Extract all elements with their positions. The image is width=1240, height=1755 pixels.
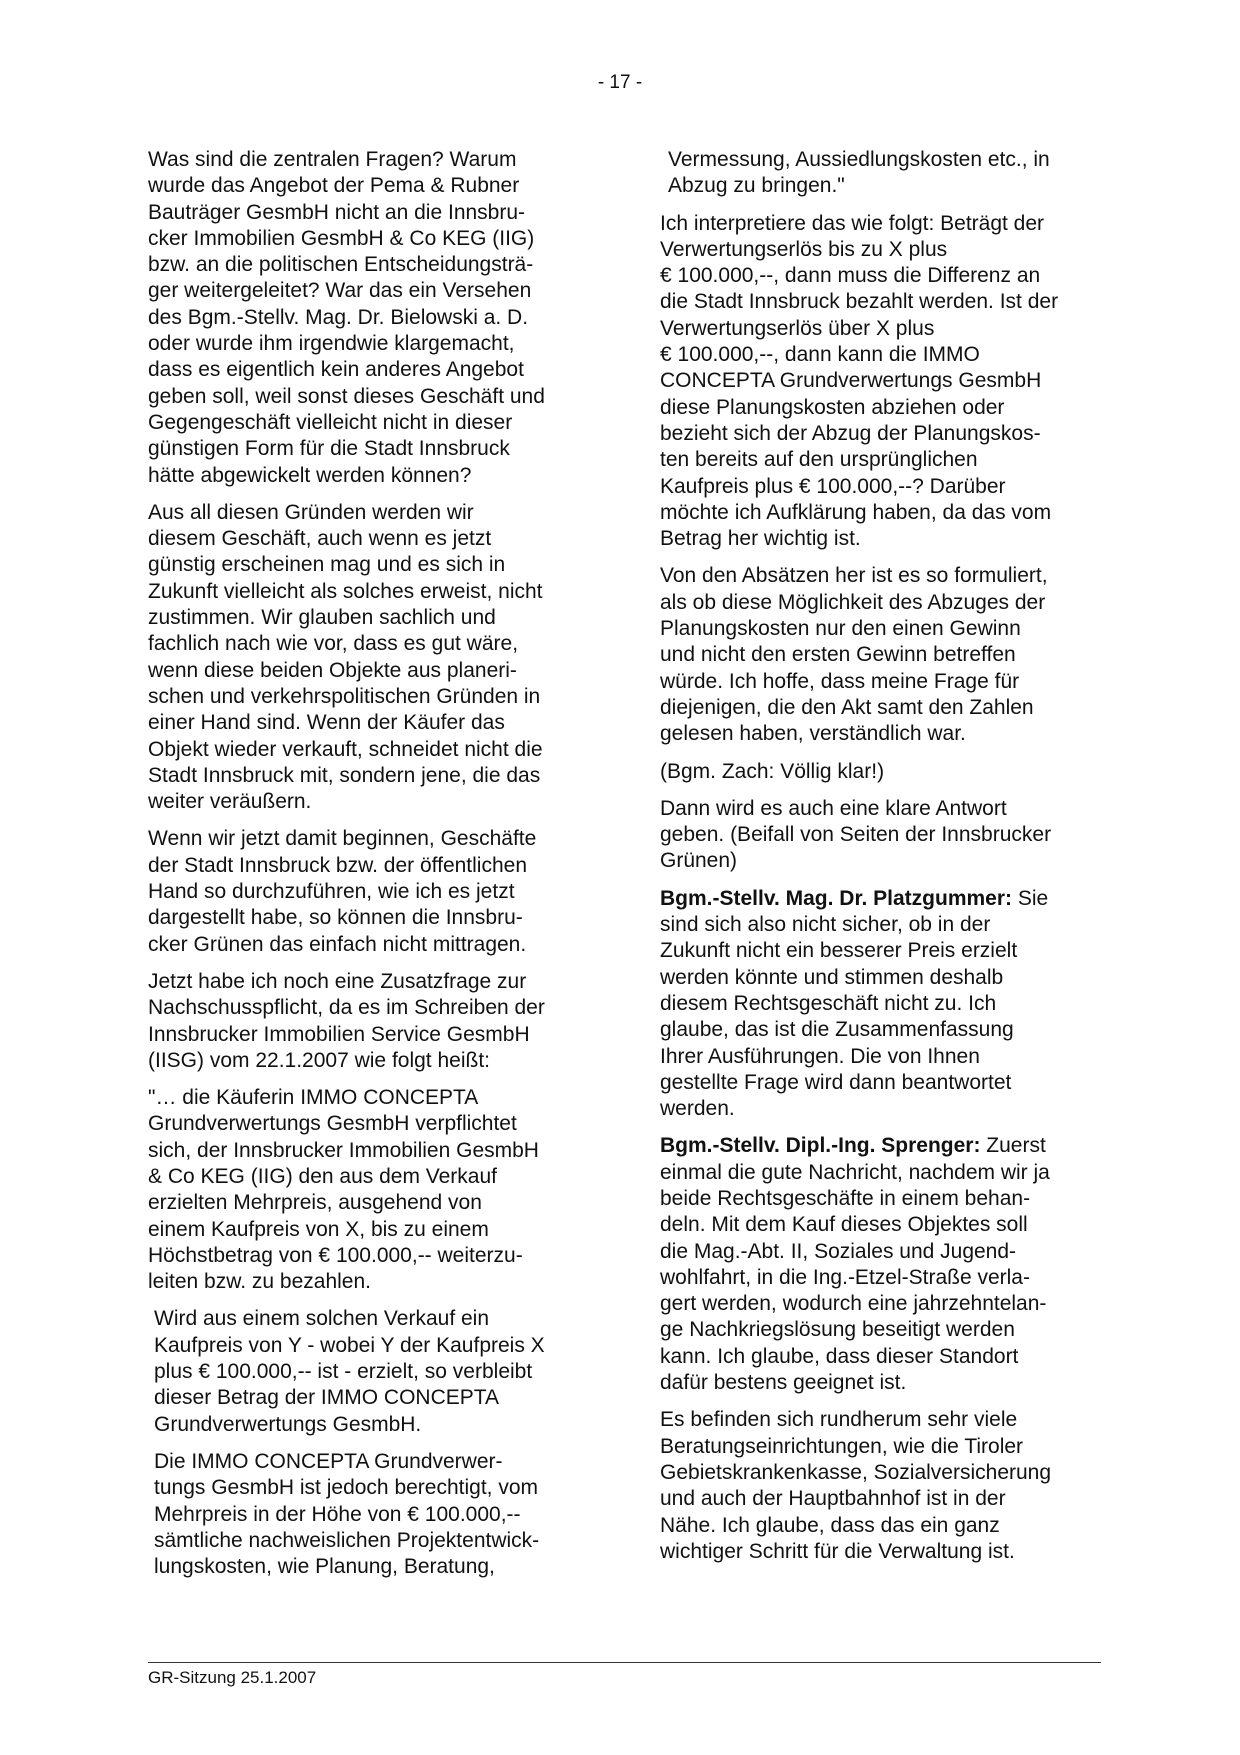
footer-divider bbox=[148, 1662, 1101, 1663]
right-column bbox=[660, 147, 1100, 1576]
paragraph: Von den Absätzen her ist es so formuliert, als ob diese Möglichkeit des Abzuges der Planungskosten nur den einen Gewinn und nicht den ersten Gewinn betreffen würde. Ich hoffe, dass meine Frage für diejenigen, die den Akt samt den Zahlen gelesen haben, verständlich war. bbox=[660, 564, 1048, 746]
paragraph: Es befinden sich rundherum sehr viele Beratungseinrichtungen, wie die Tiroler Gebietskrankenkasse, Sozialversicherung und auch der Hauptbahnhof ist in der Nähe. Ich glaube, dass das ein ganz wichtiger Schritt für die Verwaltung ist. bbox=[660, 1408, 1052, 1563]
paragraph: Ich interpretiere das wie folgt: Beträgt der Verwertungserlös bis zu X plus € 100.000,--, dann muss die Differenz an die Stadt Innsbruck bezahlt werden. Ist der Verwertungserlös über X plus € 100.000,--, dann kann die IMMO CONCEPTA Grundverwertungs GesmbH diese Planungskosten abziehen oder bezieht sich der Abzug der Planungskos- ten bereits auf den ursprünglichen Kaufpreis plus € 100.000,--? Darüber möchte ich Aufklärung haben, da das vom Betrag her wichtig ist. bbox=[660, 211, 1059, 551]
speaker-name: Bgm.-Stellv. Mag. Dr. Platzgummer: bbox=[660, 886, 1013, 910]
speaker-paragraph bbox=[660, 886, 1100, 1123]
quote-paragraph: Die IMMO CONCEPTA Grundverwer- tungs GesmbH ist jedoch berechtigt, vom Mehrpreis in der Höhe von € 100.000,-- sämtliche nachweislichen Projektentwick- lungskosten, wie Planung, Beratung, bbox=[154, 1449, 540, 1579]
quote-paragraph: Vermessung, Aussiedlungskosten etc., in Abzug zu bringen." bbox=[668, 148, 1050, 198]
paragraph: Dann wird es auch eine klare Antwort geben. (Beifall von Seiten der Innsbrucker Grünen) bbox=[660, 796, 1052, 873]
quote-paragraph: Wird aus einem solchen Verkauf ein Kaufpreis von Y - wobei Y der Kaufpreis X plus € 100.000,-- ist - erzielt, so verbleibt dieser Betrag der IMMO CONCEPTA Grundverwertungs GesmbH. bbox=[154, 1307, 545, 1436]
page-number: - 17 - bbox=[597, 72, 643, 93]
paragraph: Was sind die zentralen Fragen? Warum wurde das Angebot der Pema & Rubner Bauträger GesmbH nicht an die Innsbru- cker Immobilien GesmbH & Co KEG (IIG) bzw. an die politischen Entscheidungsträ- ger weitergeleitet? War das ein Versehen des Bgm.-Stellv. Mag. Dr. Bielowski a. D. oder wurde ihm irgendwie klargemacht, dass es eigentlich kein anderes Angebot geben soll, weil sonst dieses Geschäft und Gegengeschäft vielleicht nicht in dieser günstigen Form für die Stadt Innsbruck hätte abgewickelt werden können? bbox=[148, 148, 545, 487]
paragraph: Wenn wir jetzt damit beginnen, Geschäfte der Stadt Innsbruck bzw. der öffentlichen Hand so durchzuführen, wie ich es jetzt dargestellt habe, so können die Innsbru- cker Grünen das einfach nicht mittragen. bbox=[148, 827, 537, 956]
speaker-paragraph bbox=[660, 1133, 1100, 1396]
speaker-text: Zuerst einmal die gute Nachricht, nachdem wir ja beide Rechtsgeschäfte in einem behan- deln. Mit dem Kauf dieses Objektes soll die Mag.-Abt. II, Soziales und Jugend- wohlfahrt, in die Ing.-Etzel-Straße verla- gert werden, wodurch eine jahrzehntelan- ge Nachkriegslösung beseitigt werden kann. Ich glaube, dass dieser Standort dafür bestens geeignet ist. bbox=[660, 1134, 1050, 1395]
speaker-name: Bgm.-Stellv. Dipl.-Ing. Sprenger: bbox=[660, 1134, 981, 1158]
paragraph: Aus all diesen Gründen werden wir diesem Geschäft, auch wenn es jetzt günstig erscheinen mag und es sich in Zukunft vielleicht als solches erweist, nicht zustimmen. Wir glauben sachlich und fachlich nach wie vor, dass es gut wäre, wenn diese beiden Objekte aus planeri- schen und verkehrspolitischen Gründen in einer Hand sind. Wenn der Käufer das Objekt wieder verkauft, schneidet nicht die Stadt Innsbruck mit, sondern jene, die das weiter veräußern. bbox=[148, 500, 543, 814]
speaker-text: Sie sind sich also nicht sicher, ob in der Zukunft nicht ein besserer Preis erzielt werden könnte und stimmen deshalb diesem Rechtsgeschäft nicht zu. Ich glaube, das ist die Zusammenfassung Ihrer Ausführungen. Die von Ihnen gestellte Frage wird dann beantwortet werden. bbox=[660, 886, 1049, 1121]
quote-paragraph: "… die Käuferin IMMO CONCEPTA Grundverwertungs GesmbH verpflichtet sich, der Innsbrucker Immobilien GesmbH & Co KEG (IIG) den aus dem Verkauf erzielten Mehrpreis, ausgehend von einem Kaufpreis von X, bis zu einem Höchstbetrag von € 100.000,-- weiterzu- leiten bzw. zu bezahlen. bbox=[148, 1086, 539, 1294]
paragraph: Jetzt habe ich noch eine Zusatzfrage zur Nachschusspflicht, da es im Schreiben der Innsbrucker Immobilien Service GesmbH (IISG) vom 22.1.2007 wie folgt heißt: bbox=[148, 969, 545, 1072]
left-column bbox=[148, 147, 588, 1591]
interjection: (Bgm. Zach: Völlig klar!) bbox=[660, 759, 885, 783]
footer-text: GR-Sitzung 25.1.2007 bbox=[148, 1668, 317, 1687]
